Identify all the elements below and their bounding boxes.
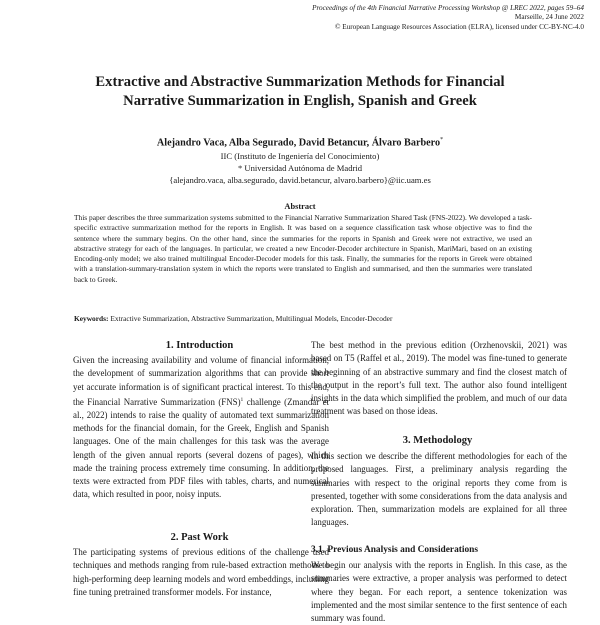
keywords-text: Extractive Summarization, Abstractive Summarization, Multilingual Models, Encoder-Decoder (110, 314, 393, 323)
place-date-line: Marseille, 24 June 2022 (514, 13, 584, 22)
author-names: Alejandro Vaca, Alba Segurado, David Betancur, Álvaro Barbero (156, 137, 441, 149)
methodology-heading: 3. Methodology (402, 435, 473, 446)
footnote-marker: 1 (240, 396, 244, 403)
subsection-paragraph: We begin our analysis with the reports in English. In this case, as the summaries were extractive, a proper analysis was performed to detect where they began. For each report, a sentence tokenization was implemented and the most similar sentence to the first sentence of each summary was found. (311, 560, 567, 623)
abstract-heading: Abstract (284, 202, 316, 211)
subsection-heading: 3.1. Previous Analysis and Considerations (311, 545, 479, 555)
author-marker: * (440, 137, 444, 143)
intro-heading: 1. Introduction (165, 340, 234, 351)
past-work-paragraph: The participating systems of previous editions of the challenge used techniques and methods ranging from rule-based extraction methods to high-performing deep learning models and word embeddings, including fine tuning pretrained transformer models. For instance, (73, 547, 329, 597)
proceedings-line: Proceedings of the 4th Financial Narrative Processing Workshop @ LREC 2022, pages 59–64 (312, 4, 584, 12)
intro-text-a: Given the increasing availability and volume of financial information, the development of summarization algorithms that can provide short yet accurate information is of significant practical interest. To this end, the Financial Narrative Summarization (FNS) (73, 355, 329, 407)
title-line-2: Narrative Summarization in English, Spanish and Greek (123, 92, 477, 109)
license-line: © European Language Resources Association (ELRA), licensed under CC-BY-NC-4.0 (335, 22, 584, 31)
past-work-heading: 2. Past Work (170, 532, 229, 543)
abstract-text: This paper describes the three summarization systems submitted to the Financial Narrative Summarization Shared Task (FNS-2022). We developed a task-specific extractive summarization method for the reports in English. It was based on a sequence classification task whose objective was to find the sentence where the summary begins. On the other hand, since the summaries for the reports in Spanish and Greek were not extractive, we used an abstractive strategy for each of the languages. In particular, we created a new Encoder-Decoder architecture in Spanish, MariMari, based on an existing Encoding-only model; we also trained multilingual Encoder-Decoder models for this task. Finally, the summaries for the reports in Greek were obtained with a translation-summary-translation system in which the reports were translated to English and summarised, and then the summaries were translated back to Greek. (74, 213, 532, 284)
paper-title (40, 73, 560, 110)
intro-text-b: challenge (Zmandar et al., 2022) intends to raise the quality of automated text summarization methods for the financial domain, for the Greek, English and Spanish languages. One of the main challenges for this task was the average length of the given annual reports (several dozens of pages), which made the training process extremely time consuming. In addition, the texts were extracted from PDF files with tables, charts, and numerical data, which resulted in poor, noisy inputs. (73, 396, 329, 500)
title-line-1: Extractive and Abstractive Summarization Methods for Financial (95, 74, 505, 90)
previous-edition-paragraph: The best method in the previous edition (Orzhenovskii, 2021) was based on T5 (Raffel et al., 2019). The model was fine-tuned to generate the beginning of an abstractive summary and find the closest match of the output in the report’s full text. The author also found intelligent insights in the data which simplified the problem, and much of our data treatment was based on those ideas. (311, 340, 567, 417)
keywords-label: Keywords: (74, 314, 109, 323)
author-emails: {alejandro.vaca, alba.segurado, david.betancur, alvaro.barbero}@iic.uam.es (169, 175, 431, 185)
author-list (40, 137, 560, 148)
page-header (312, 4, 584, 32)
methodology-paragraph: In this section we describe the different methodologies for each of the proposed languages. First, a preliminary analysis regarding the summaries with respect to the original reports they come from is presented, together with some considerations from the data analysis and exploration. Then, summarization models are explained for all three languages. (311, 451, 567, 528)
intro-paragraph (73, 354, 329, 502)
affiliation-2: * Universidad Autónoma de Madrid (237, 163, 363, 173)
keywords (74, 314, 544, 323)
affiliation-1: IIC (Instituto de Ingeniería del Conocimiento) (220, 151, 380, 161)
